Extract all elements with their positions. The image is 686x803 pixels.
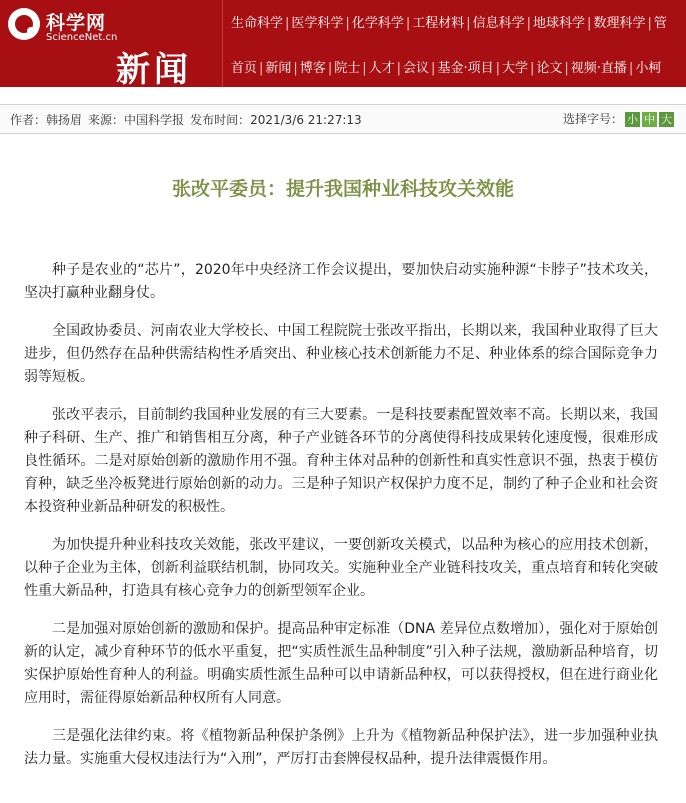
nav-category-item[interactable]: 化学科学 — [351, 16, 404, 31]
nav-categories — [231, 12, 667, 32]
site-logo[interactable] — [6, 6, 216, 90]
publish-time: 2021/3/6 21:27:13 — [250, 113, 362, 127]
site-header — [0, 0, 686, 90]
article-paragraph: 二是加强对原始创新的激励和保护。提高品种审定标准（DNA 差异位点数增加），强化对于原始创新的认定，减少育种环节的低水平重复，把“实质性派生品种制度”引入种子法规，激励新品种培育，切实保护原始性育种人的利益。明确实质性派生品种可以申请新品种权，可以获得授权，但在进行商业化应用时，需征得原始新品种权所有人同意。 — [24, 621, 658, 706]
author-name: 韩扬眉 — [46, 113, 83, 127]
section-title: 新闻 — [116, 50, 192, 90]
nav-separator: | — [396, 61, 402, 76]
article-body — [24, 259, 658, 786]
nav-separator: | — [628, 61, 634, 76]
article-info — [10, 111, 362, 128]
nav-category-item[interactable]: 数理科学 — [593, 16, 646, 31]
source-name: 中国科学报 — [124, 113, 185, 127]
nav-category-item[interactable]: 生命科学 — [231, 16, 284, 31]
nav-main-item[interactable]: 人才 — [368, 61, 395, 76]
logo-domain: ScienceNet.cn — [46, 32, 118, 43]
nav-main-item[interactable]: 大学 — [501, 61, 528, 76]
nav-category-item[interactable]: 管 — [653, 16, 667, 31]
logo-brand: 科学网 — [46, 12, 107, 34]
nav-main — [231, 57, 661, 77]
nav-separator: | — [495, 61, 500, 76]
article-meta-bar — [0, 104, 686, 134]
font-size-small-button[interactable]: 小 — [627, 113, 638, 126]
nav-main-item[interactable]: 新闻 — [265, 61, 292, 76]
article-paragraph: 张改平表示，目前制约我国种业发展的有三大要素。一是科技要素配置效率不高。长期以来，我国种子科研、生产、推广和销售相互分离，种子产业链各环节的分离使得科技成果转化速度慢，很难形成良性循环。二是对原始创新的激励作用不强。育种主体对品种的创新性和真实性意识不强，热衷于模仿育种，缺乏坐冷板凳进行原始创新的动力。三是种子知识产权保护力度不足，制约了种子企业和社会资本投资种业新品种研发的积极性。 — [24, 407, 658, 515]
font-size-selector — [563, 110, 674, 127]
nav-separator: | — [526, 16, 532, 31]
font-size-label: 选择字号： — [562, 112, 623, 126]
nav-separator: | — [405, 16, 411, 31]
nav-category-item[interactable]: 医学科学 — [291, 16, 344, 31]
nav-main-item[interactable]: 院士 — [334, 61, 361, 76]
nav-separator: | — [431, 61, 436, 76]
nav-separator: | — [293, 61, 298, 76]
article-paragraph: 三是强化法律约束。将《植物新品种保护条例》上升为《植物新品种保护法》，进一步加强种业执法力量。实施重大侵权违法行为“入刑”，严厉打击套牌侵权品种，提升法律震慑作用。 — [24, 728, 658, 767]
nav-separator: | — [466, 16, 471, 31]
nav-main-item[interactable]: 博客 — [299, 61, 326, 76]
nav-separator: | — [345, 16, 350, 31]
nav-separator: | — [647, 16, 652, 31]
nav-main-item[interactable]: 论文 — [536, 61, 563, 76]
author-label: 作者： — [10, 113, 47, 127]
nav-separator: | — [564, 61, 569, 76]
article-paragraph: 全国政协委员、河南农业大学校长、中国工程院院士张改平指出，长期以来，我国种业取得了巨大进步，但仍然存在品种供需结构性矛盾突出、种业核心技术创新能力不足、种业体系的综合国际竞争力弱等短板。 — [24, 323, 658, 385]
article-paragraph: 为加快提升种业科技攻关效能，张改平建议，一要创新攻关模式，以品种为核心的应用技术创新，以种子企业为主体，创新利益联结机制，协同攻关。实施种业全产业链科技攻关，重点培育和转化突破性重大新品种，打造具有核心竞争力的创新型领军企业。 — [24, 537, 658, 599]
header-divider — [222, 0, 223, 87]
font-size-large-button[interactable]: 大 — [661, 113, 672, 126]
source-label: 来源： — [88, 113, 125, 127]
nav-separator: | — [587, 16, 592, 31]
nav-main-item[interactable]: 小柯 — [635, 61, 662, 76]
font-size-medium-button[interactable]: 中 — [644, 113, 655, 126]
nav-main-item[interactable]: 视频·直播 — [570, 61, 627, 76]
nav-category-item[interactable]: 工程材料 — [412, 16, 465, 31]
nav-separator: | — [529, 61, 535, 76]
nav-separator: | — [285, 16, 290, 31]
nav-category-item[interactable]: 地球科学 — [533, 16, 586, 31]
time-label: 发布时间： — [190, 113, 251, 127]
logo-seal-icon — [8, 8, 40, 40]
nav-separator: | — [259, 61, 264, 76]
nav-main-item[interactable]: 首页 — [231, 61, 258, 76]
nav-main-item[interactable]: 基金·项目 — [437, 61, 494, 76]
article-paragraph: 种子是农业的“芯片”，2020年中央经济工作会议提出，要加快启动实施种源“卡脖子”技术攻关，坚决打赢种业翻身仗。 — [24, 262, 658, 301]
nav-separator: | — [327, 61, 333, 76]
nav-category-item[interactable]: 信息科学 — [472, 16, 525, 31]
article-title: 张改平委员：提升我国种业科技攻关效能 — [171, 178, 514, 200]
nav-main-item[interactable]: 会议 — [403, 61, 430, 76]
nav-separator: | — [362, 61, 367, 76]
